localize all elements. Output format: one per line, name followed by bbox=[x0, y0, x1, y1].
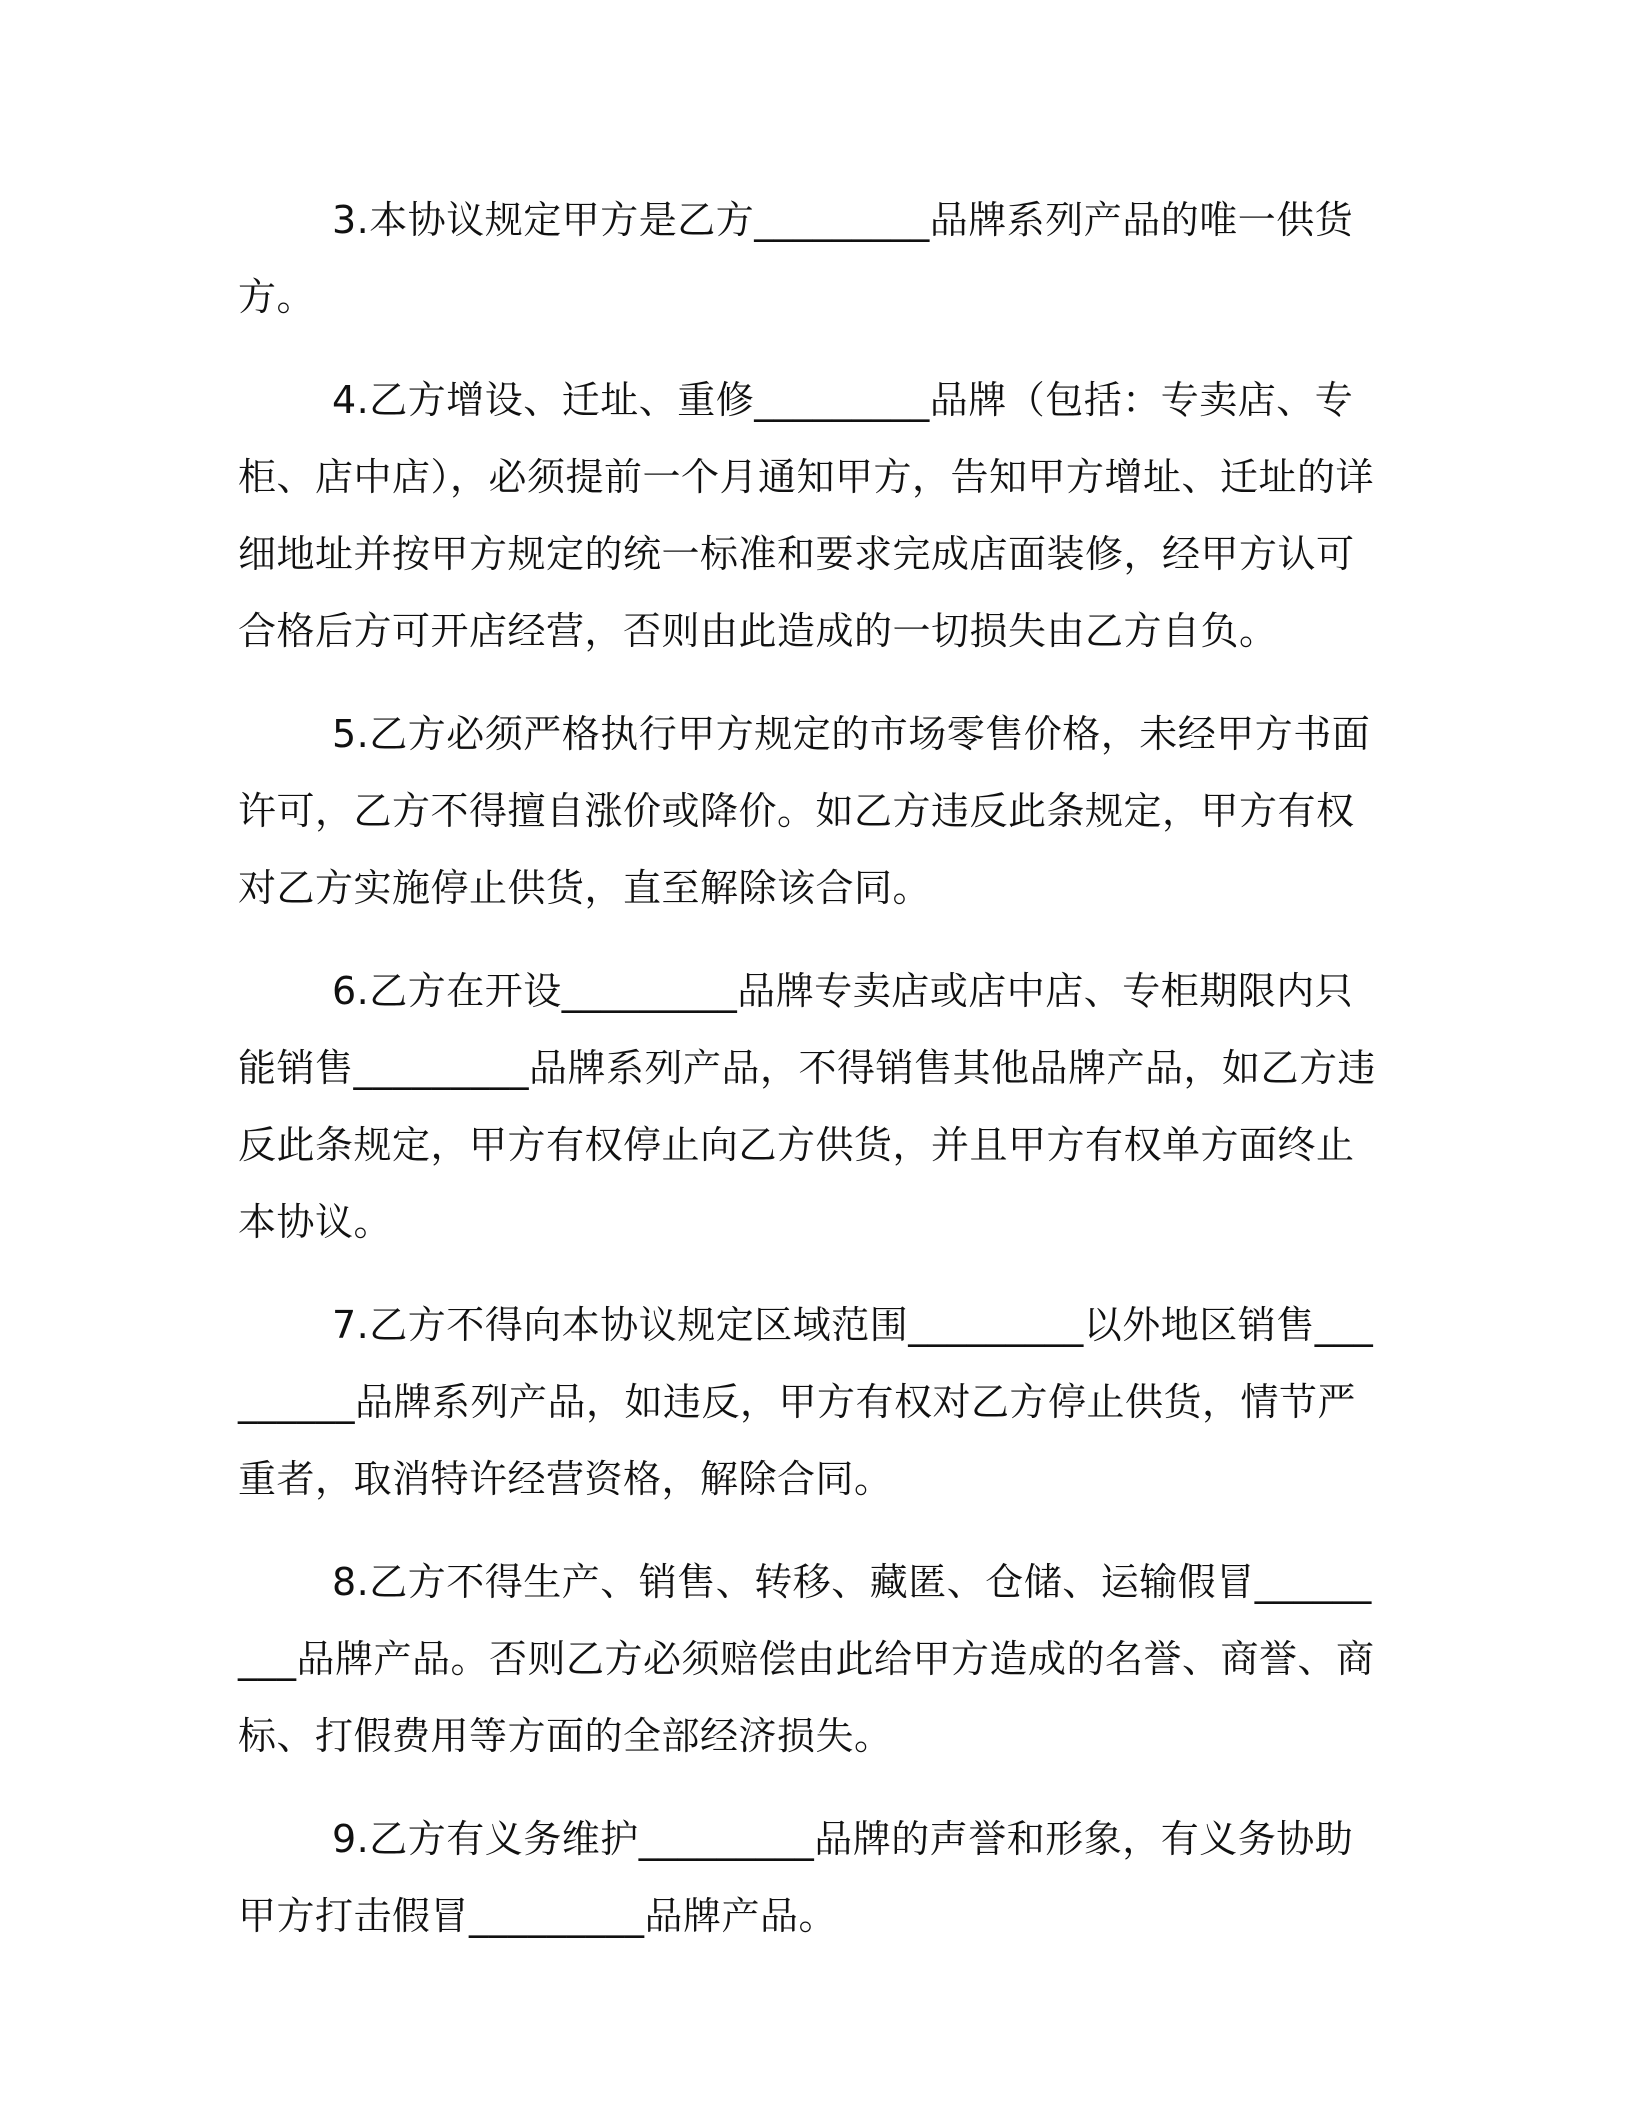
clause-5-text: 5.乙方必须严格执行甲方规定的市场零售价格，未经甲方书面许可，乙方不得擅自涨价或降价。如乙方违反此条规定，甲方有权对乙方实施停止供货，直至解除该合同。 bbox=[238, 712, 1371, 910]
clause-6-text: 6.乙方在开设_________品牌专卖店或店中店、专柜期限内只能销售_________品牌系列产品，不得销售其他品牌产品，如乙方违反此条规定，甲方有权停止向乙方供货，并且甲方有权单方面终止本协议。 bbox=[238, 969, 1377, 1244]
clause-7-text: 7.乙方不得向本协议规定区域范围_________以外地区销售_________品牌系列产品，如违反，甲方有权对乙方停止供货，情节严重者，取消特许经营资格，解除合同。 bbox=[238, 1303, 1374, 1501]
clause-8 bbox=[238, 1544, 1388, 1775]
clause-9-text: 9.乙方有义务维护_________品牌的声誉和形象，有义务协助甲方打击假冒_________品牌产品。 bbox=[238, 1817, 1354, 1938]
clause-4 bbox=[238, 362, 1388, 670]
clause-4-text: 4.乙方增设、迁址、重修_________品牌（包括：专卖店、专柜、店中店），必须提前一个月通知甲方，告知甲方增址、迁址的详细地址并按甲方规定的统一标准和要求完成店面装修，经甲方认可合格后方可开店经营，否则由此造成的一切损失由乙方自负。 bbox=[238, 378, 1375, 653]
clause-7 bbox=[238, 1287, 1388, 1518]
clause-8-text: 8.乙方不得生产、销售、转移、藏匿、仓储、运输假冒_________品牌产品。否则乙方必须赔偿由此给甲方造成的名誉、商誉、商标、打假费用等方面的全部经济损失。 bbox=[238, 1560, 1375, 1758]
clause-5 bbox=[238, 696, 1388, 927]
clause-3-text: 3.本协议规定甲方是乙方_________品牌系列产品的唯一供货方。 bbox=[238, 198, 1354, 319]
clause-9 bbox=[238, 1801, 1388, 1955]
clause-6 bbox=[238, 953, 1388, 1261]
document-body bbox=[238, 182, 1388, 1981]
clause-3 bbox=[238, 182, 1388, 336]
